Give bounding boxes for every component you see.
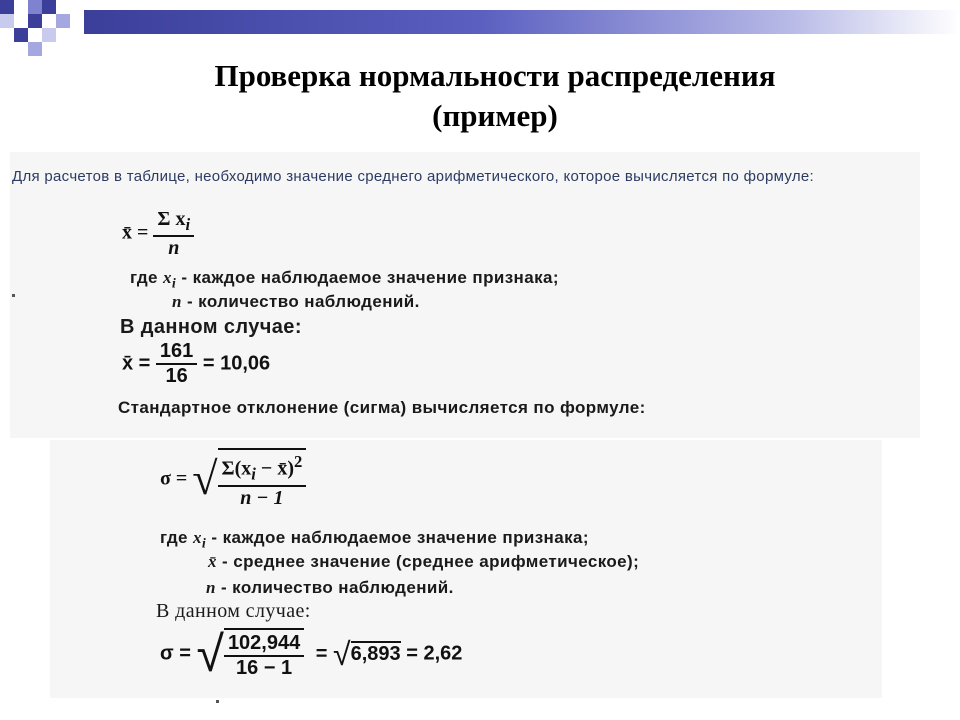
- mean-legend-xi: [130, 268, 559, 292]
- mean-formula-lhs: x̄ =: [122, 221, 149, 244]
- sqrt-icon: √: [333, 635, 351, 672]
- sigma-calc-numerator: 102,944: [224, 632, 304, 657]
- n-symbol: n: [206, 578, 216, 597]
- mean-formula: [122, 208, 194, 260]
- sigma-formula: [160, 448, 306, 510]
- where-label: где: [130, 268, 158, 287]
- sigma-calc-lhs: σ =: [160, 642, 191, 665]
- sigma-calc-denominator: 16 − 1: [236, 657, 293, 679]
- case2-heading: В данном случае:: [156, 600, 311, 622]
- intro-paragraph: Для расчетов в таблице, необходимо значение среднего арифметического, которое вычисляется по формуле:: [12, 168, 815, 185]
- xi-symbol: x: [163, 268, 172, 287]
- sigma-formula-fraction: [218, 448, 307, 510]
- n-description: - количество наблюдений.: [186, 292, 420, 311]
- scan-speck: [12, 294, 15, 297]
- where-label: где: [160, 528, 188, 547]
- sqrt-icon: √: [192, 452, 218, 504]
- mean-formula-numerator: Σ x: [157, 208, 186, 230]
- mean-calc-denominator: 16: [165, 365, 188, 387]
- sigma-legend-xbar: [208, 552, 639, 572]
- mean-calculation: [122, 340, 270, 388]
- sigma-formula-numerator-sup: 2: [293, 452, 303, 471]
- corner-decoration: [0, 0, 90, 60]
- xi-sub: i: [171, 275, 177, 292]
- mean-calc-lhs: x̄ =: [122, 352, 151, 375]
- scan-panel-top: [10, 152, 920, 438]
- sigma-calc-sqrt-value: 6,893: [350, 642, 401, 665]
- sigma-calc-eq: =: [315, 642, 328, 665]
- title-line-1: Проверка нормальности распределения: [214, 58, 776, 93]
- xi-sub: i: [201, 535, 207, 552]
- xi-symbol: x: [193, 528, 202, 547]
- xi-description: - каждое наблюдаемое значение признака;: [181, 268, 559, 287]
- sigma-calc-result: = 2,62: [406, 642, 463, 665]
- sigma-formula-numerator-tail: − x̄): [255, 457, 294, 480]
- mean-calc-numerator: 161: [156, 340, 197, 365]
- sigma-legend-n: [206, 578, 454, 598]
- sigma-formula-denominator: n − 1: [240, 486, 284, 509]
- xbar-description: - среднее значение (среднее арифметическое);: [222, 552, 640, 571]
- mean-legend-n: [172, 292, 420, 312]
- sigma-formula-lhs: σ =: [160, 467, 188, 490]
- mean-calc-result: = 10,06: [202, 352, 271, 375]
- mean-formula-denominator: n: [168, 237, 180, 259]
- mean-calc-fraction: [156, 340, 197, 388]
- title-line-2: (пример): [432, 98, 558, 133]
- xbar-symbol: x̄: [208, 552, 217, 571]
- xi-description: - каждое наблюдаемое значение признака;: [211, 528, 589, 547]
- mean-formula-numerator-sub: i: [185, 215, 191, 234]
- sigma-intro: Стандартное отклонение (сигма) вычисляется по формуле:: [118, 398, 646, 417]
- n-description: - количество наблюдений.: [220, 578, 454, 597]
- sigma-calculation: [160, 628, 462, 680]
- sigma-formula-numerator-sub: i: [251, 464, 256, 484]
- header-gradient-bar: [84, 10, 960, 34]
- sigma-formula-numerator: Σ(x: [221, 457, 252, 480]
- scan-speck: [216, 700, 219, 703]
- n-symbol: n: [172, 292, 182, 311]
- slide-title: [0, 56, 960, 136]
- case1-heading: В данном случае:: [120, 316, 302, 338]
- sqrt-icon: √: [196, 626, 224, 682]
- sigma-calc-fraction: [224, 628, 304, 680]
- sigma-legend-xi: [160, 528, 589, 552]
- mean-formula-fraction: [153, 208, 194, 260]
